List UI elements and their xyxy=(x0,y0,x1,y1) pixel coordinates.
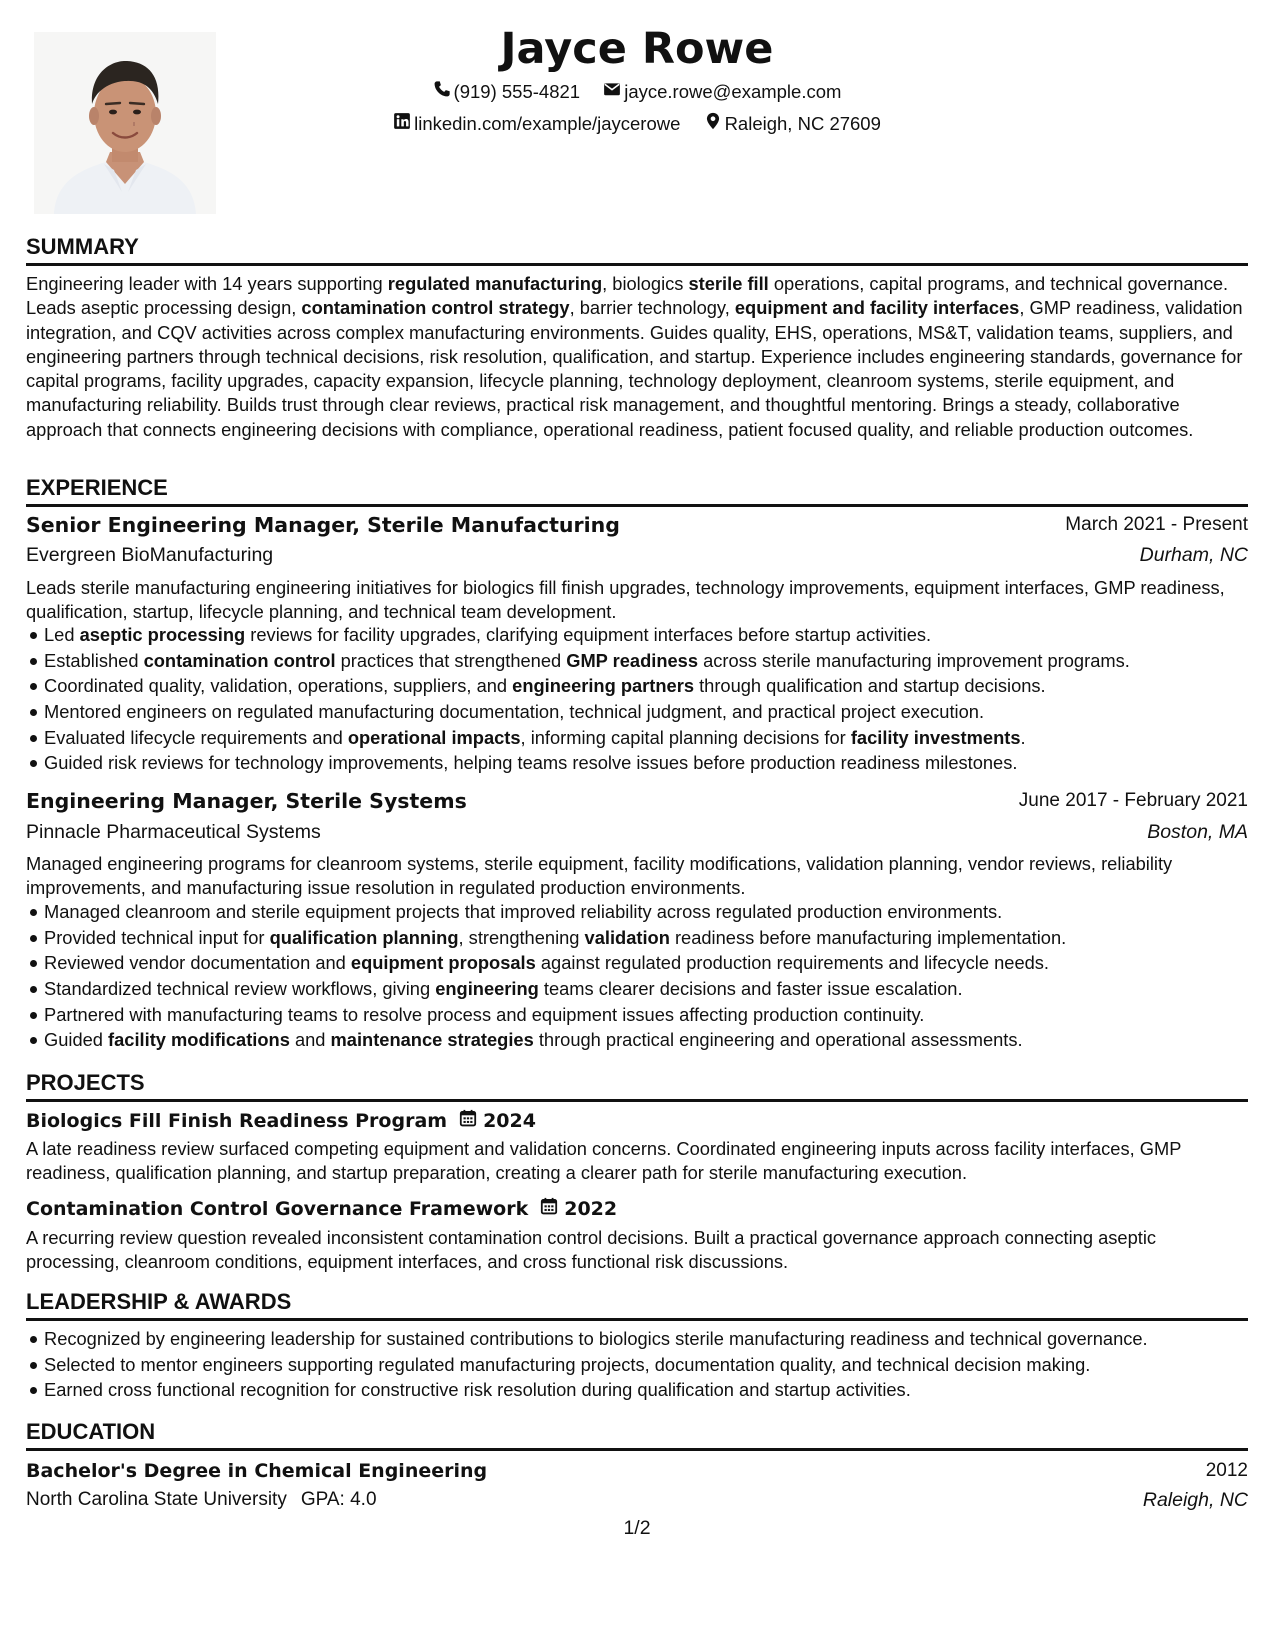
company-name: Pinnacle Pharmaceutical Systems xyxy=(26,821,321,843)
bullet-item: Earned cross functional recognition for constructive risk resolution during qualification and startup activities. xyxy=(44,1377,1248,1403)
bullet-item: Reviewed vendor documentation and equipment proposals against regulated production requirements and lifecycle needs. xyxy=(44,950,1248,976)
bullet-item: Guided risk reviews for technology improvements, helping teams resolve issues before production readiness milestones. xyxy=(44,750,1248,776)
projects-divider xyxy=(26,1099,1248,1102)
job-description: Leads sterile manufacturing engineering initiatives for biologics fill finish upgrades, technology improvements, equipment interfaces, GMP readiness, qualification, startup, lifecycle planning, and technical team development. xyxy=(26,577,1225,623)
school-row xyxy=(26,1486,377,1514)
phone-number: (919) 555-4821 xyxy=(453,81,581,102)
linkedin-contact[interactable] xyxy=(393,111,680,137)
job-dates: June 2017 - February 2021 xyxy=(1018,790,1248,811)
envelope-icon xyxy=(603,79,624,105)
contact-line-2 xyxy=(26,111,1248,137)
degree-title: Bachelor's Degree in Chemical Engineering xyxy=(26,1460,488,1482)
job-dates: March 2021 - Present xyxy=(1065,514,1248,535)
summary-text: Engineering leader with 14 years supporting regulated manufacturing, biologics sterile fill operations, capital programs, and technical governance. Leads aseptic processing design, contamination control strategy, barrier technology, equipment and facility interfaces, GMP readiness, validation integration, and CQV activities across complex manufacturing environments. Guides quality, EHS, operations, MS&T, validation teams, suppliers, and engineering partners through technical decisions, risk resolution, qualification, and startup. Experience includes engineering standards, governance for capital programs, facility upgrades, capacity expansion, lifecycle planning, technology deployment, cleanroom systems, sterile equipment, and manufacturing reliability. Builds trust through clear reviews, practical risk management, and thoughtful mentoring. Brings a steady, collaborative approach that connects engineering decisions with compliance, operational readiness, patient focused quality, and reliable production outcomes. xyxy=(26,273,1243,440)
school-location: Raleigh, NC xyxy=(1142,1489,1248,1511)
bullet-item: Established contamination control practices that strengthened GMP readiness across sterile manufacturing improvement programs. xyxy=(44,648,1248,674)
project-title: Contamination Control Governance Framework xyxy=(26,1198,529,1220)
bullet-item: Coordinated quality, validation, operations, suppliers, and engineering partners through qualification and startup decisions. xyxy=(44,673,1248,699)
job-description: Managed engineering programs for cleanroom systems, sterile equipment, facility modifications, validation planning, vendor reviews, reliability improvements, and manufacturing issue resolution in regulated production environments. xyxy=(26,853,1173,899)
resume-page xyxy=(26,0,1248,1650)
contact-line-1 xyxy=(26,79,1248,105)
project-title: Biologics Fill Finish Readiness Program xyxy=(26,1110,448,1132)
education-heading: EDUCATION xyxy=(26,1419,156,1444)
project-description: A late readiness review surfaced competing equipment and validation concerns. Coordinated engineering inputs across facility interfaces, GMP readiness, qualification planning, and startup preparation, creating a clearer path for sterile manufacturing execution. xyxy=(26,1138,1182,1184)
bullet-item: Mentored engineers on regulated manufacturing documentation, technical judgment, and practical project execution. xyxy=(44,699,1248,725)
project-date xyxy=(459,1107,536,1135)
job-location: Durham, NC xyxy=(1139,544,1248,566)
company-name: Evergreen BioManufacturing xyxy=(26,544,274,566)
experience-heading: EXPERIENCE xyxy=(26,475,168,500)
experience-divider xyxy=(26,504,1248,507)
map-pin-icon xyxy=(704,111,725,137)
phone-icon xyxy=(433,79,454,105)
leadership-bullet-list xyxy=(26,1326,1248,1403)
linkedin-icon xyxy=(393,111,414,137)
location-contact xyxy=(704,111,881,137)
job-title: Engineering Manager, Sterile Systems xyxy=(26,789,467,813)
job-location: Boston, MA xyxy=(1147,821,1248,843)
graduation-year: 2012 xyxy=(1205,1460,1248,1481)
page-number: 1/2 xyxy=(623,1517,651,1539)
project-description: A recurring review question revealed inconsistent contamination control decisions. Built a practical governance approach connecting aseptic processing, cleanroom conditions, equipment interfaces, and cross functional risk discussions. xyxy=(26,1227,1157,1273)
gpa: GPA: 4.0 xyxy=(300,1489,377,1510)
project-date xyxy=(540,1195,617,1223)
bullet-item: Managed cleanroom and sterile equipment projects that improved reliability across regulated production environments. xyxy=(44,899,1248,925)
calendar-icon xyxy=(540,1195,564,1223)
bullet-item: Provided technical input for qualification planning, strengthening validation readiness before manufacturing implementation. xyxy=(44,925,1248,951)
bullet-item: Guided facility modifications and maintenance strategies through practical engineering and operational assessments. xyxy=(44,1027,1248,1053)
phone-contact[interactable] xyxy=(433,79,581,105)
education-divider xyxy=(26,1448,1248,1451)
projects-heading: PROJECTS xyxy=(26,1070,145,1095)
location-text: Raleigh, NC 27609 xyxy=(724,113,881,134)
job-bullet-list xyxy=(26,622,1248,776)
project-title-row xyxy=(26,1107,536,1135)
project-year: 2024 xyxy=(483,1110,536,1132)
project-title-row xyxy=(26,1195,617,1223)
project-year: 2022 xyxy=(564,1198,618,1220)
calendar-icon xyxy=(459,1107,483,1135)
leadership-heading: LEADERSHIP & AWARDS xyxy=(26,1289,292,1314)
bullet-item: Recognized by engineering leadership for sustained contributions to biologics sterile manufacturing readiness and technical governance. xyxy=(44,1326,1248,1352)
school-name: North Carolina State University xyxy=(26,1489,287,1510)
job-title: Senior Engineering Manager, Sterile Manufacturing xyxy=(26,513,620,537)
job-bullet-list xyxy=(26,899,1248,1053)
bullet-item: Standardized technical review workflows, giving engineering teams clearer decisions and faster issue escalation. xyxy=(44,976,1248,1002)
summary-divider xyxy=(26,263,1248,266)
leadership-divider xyxy=(26,1318,1248,1321)
bullet-item: Led aseptic processing reviews for facility upgrades, clarifying equipment interfaces before startup activities. xyxy=(44,622,1248,648)
email-address: jayce.rowe@example.com xyxy=(624,81,842,102)
bullet-item: Partnered with manufacturing teams to resolve process and equipment issues affecting production continuity. xyxy=(44,1002,1248,1028)
bullet-item: Evaluated lifecycle requirements and operational impacts, informing capital planning decisions for facility investments. xyxy=(44,725,1248,751)
linkedin-url: linkedin.com/example/jaycerowe xyxy=(414,113,681,134)
summary-heading: SUMMARY xyxy=(26,234,139,259)
bullet-item: Selected to mentor engineers supporting regulated manufacturing projects, documentation quality, and technical decision making. xyxy=(44,1352,1248,1378)
email-contact[interactable] xyxy=(603,79,841,105)
candidate-name: Jayce Rowe xyxy=(500,24,774,74)
